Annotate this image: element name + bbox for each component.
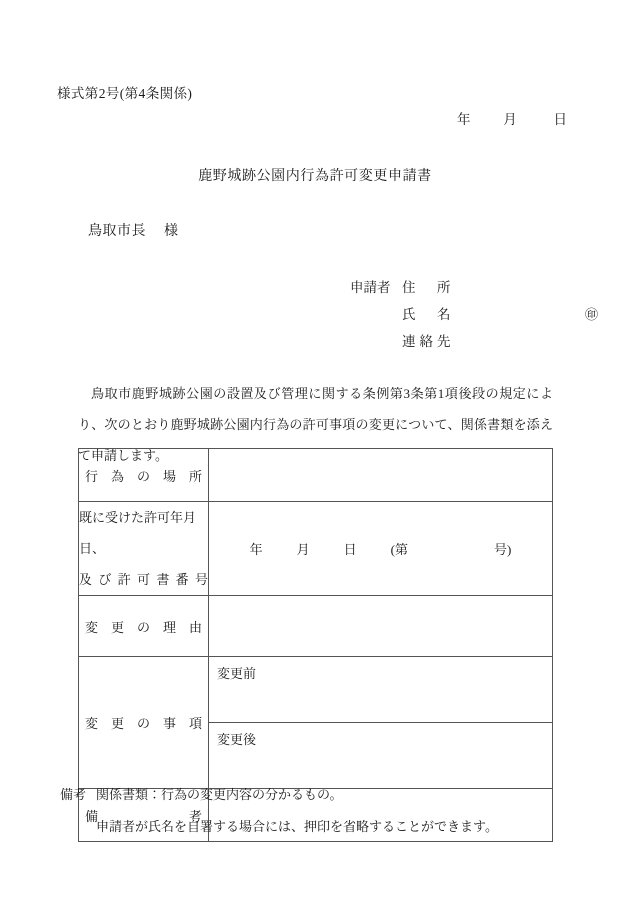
applicant-name-row bbox=[350, 303, 598, 330]
subcell-after[interactable] bbox=[209, 723, 552, 789]
row-label-remarks: 備考 bbox=[79, 789, 209, 842]
applicant-label: 申請者 bbox=[350, 280, 391, 295]
footnote-label: 備考 bbox=[60, 787, 87, 802]
body-paragraph: 鳥取市鹿野城跡公園の設置及び管理に関する条例第3条第1項後段の規定により、次のとおり鹿野城跡公園内行為の許可事項の変更について、関係書類を添えて申請します。 bbox=[78, 386, 553, 463]
date-year-label: 年 bbox=[457, 112, 471, 127]
seal-stamp-icon: ㊞ bbox=[584, 307, 598, 322]
addressee bbox=[88, 220, 179, 240]
permit-year-label: 年 bbox=[249, 542, 263, 557]
date-month-label: 月 bbox=[503, 112, 517, 127]
addressee-recipient: 鳥取市長 bbox=[88, 224, 146, 239]
page-title: 鹿野城跡公園内行為許可変更申請書 bbox=[198, 169, 432, 184]
footnote-remarks-text: 関係書類：行為の変更内容の分かるもの。 bbox=[96, 787, 343, 802]
change-items-subtable bbox=[209, 657, 552, 788]
date-line bbox=[0, 108, 567, 128]
label-after-change: 変更後 bbox=[217, 732, 257, 747]
applicant-name-label: 氏 名 bbox=[402, 307, 455, 322]
row-label-place: 行為の場所 bbox=[79, 449, 209, 502]
subrow-after bbox=[209, 723, 552, 789]
footnote-signature-note: 申請者が氏名を自署する場合には、押印を省略することができます。 bbox=[96, 819, 498, 834]
table-row-reason bbox=[79, 596, 553, 657]
applicant-block bbox=[350, 276, 598, 357]
subcell-before[interactable] bbox=[209, 657, 552, 723]
applicant-contact-row bbox=[350, 330, 565, 357]
applicant-contact-label: 連絡先 bbox=[402, 334, 455, 349]
form-number: 様式第2号(第4条関係) bbox=[57, 86, 193, 101]
table-row-place bbox=[79, 449, 553, 502]
row-value-place[interactable] bbox=[209, 449, 553, 502]
row-label-existing-permit: 既に受けた許可年月日、 及び許可書番号 bbox=[79, 502, 209, 596]
row-label-change-items: 変更の事項 bbox=[79, 657, 209, 789]
footnote-remarks bbox=[60, 781, 560, 808]
row-value-change-items bbox=[209, 657, 553, 789]
table-row-change-items bbox=[79, 657, 553, 789]
subrow-before bbox=[209, 657, 552, 723]
label-before-change: 変更前 bbox=[217, 666, 257, 681]
footnotes bbox=[60, 781, 560, 840]
permit-number-open: (第 bbox=[390, 542, 409, 557]
table-row-existing-permit bbox=[79, 502, 553, 596]
addressee-honorific: 様 bbox=[164, 224, 179, 239]
row-value-existing-permit[interactable] bbox=[209, 502, 553, 596]
row-value-reason[interactable] bbox=[209, 596, 553, 657]
permit-month-label: 月 bbox=[296, 542, 310, 557]
applicant-address-row bbox=[350, 276, 565, 303]
row-label-reason: 変更の理由 bbox=[79, 596, 209, 657]
date-day-label: 日 bbox=[553, 112, 567, 127]
applicant-address-label: 住 所 bbox=[402, 280, 455, 295]
permit-day-label: 日 bbox=[343, 542, 357, 557]
permit-number-close: 号) bbox=[494, 542, 512, 557]
